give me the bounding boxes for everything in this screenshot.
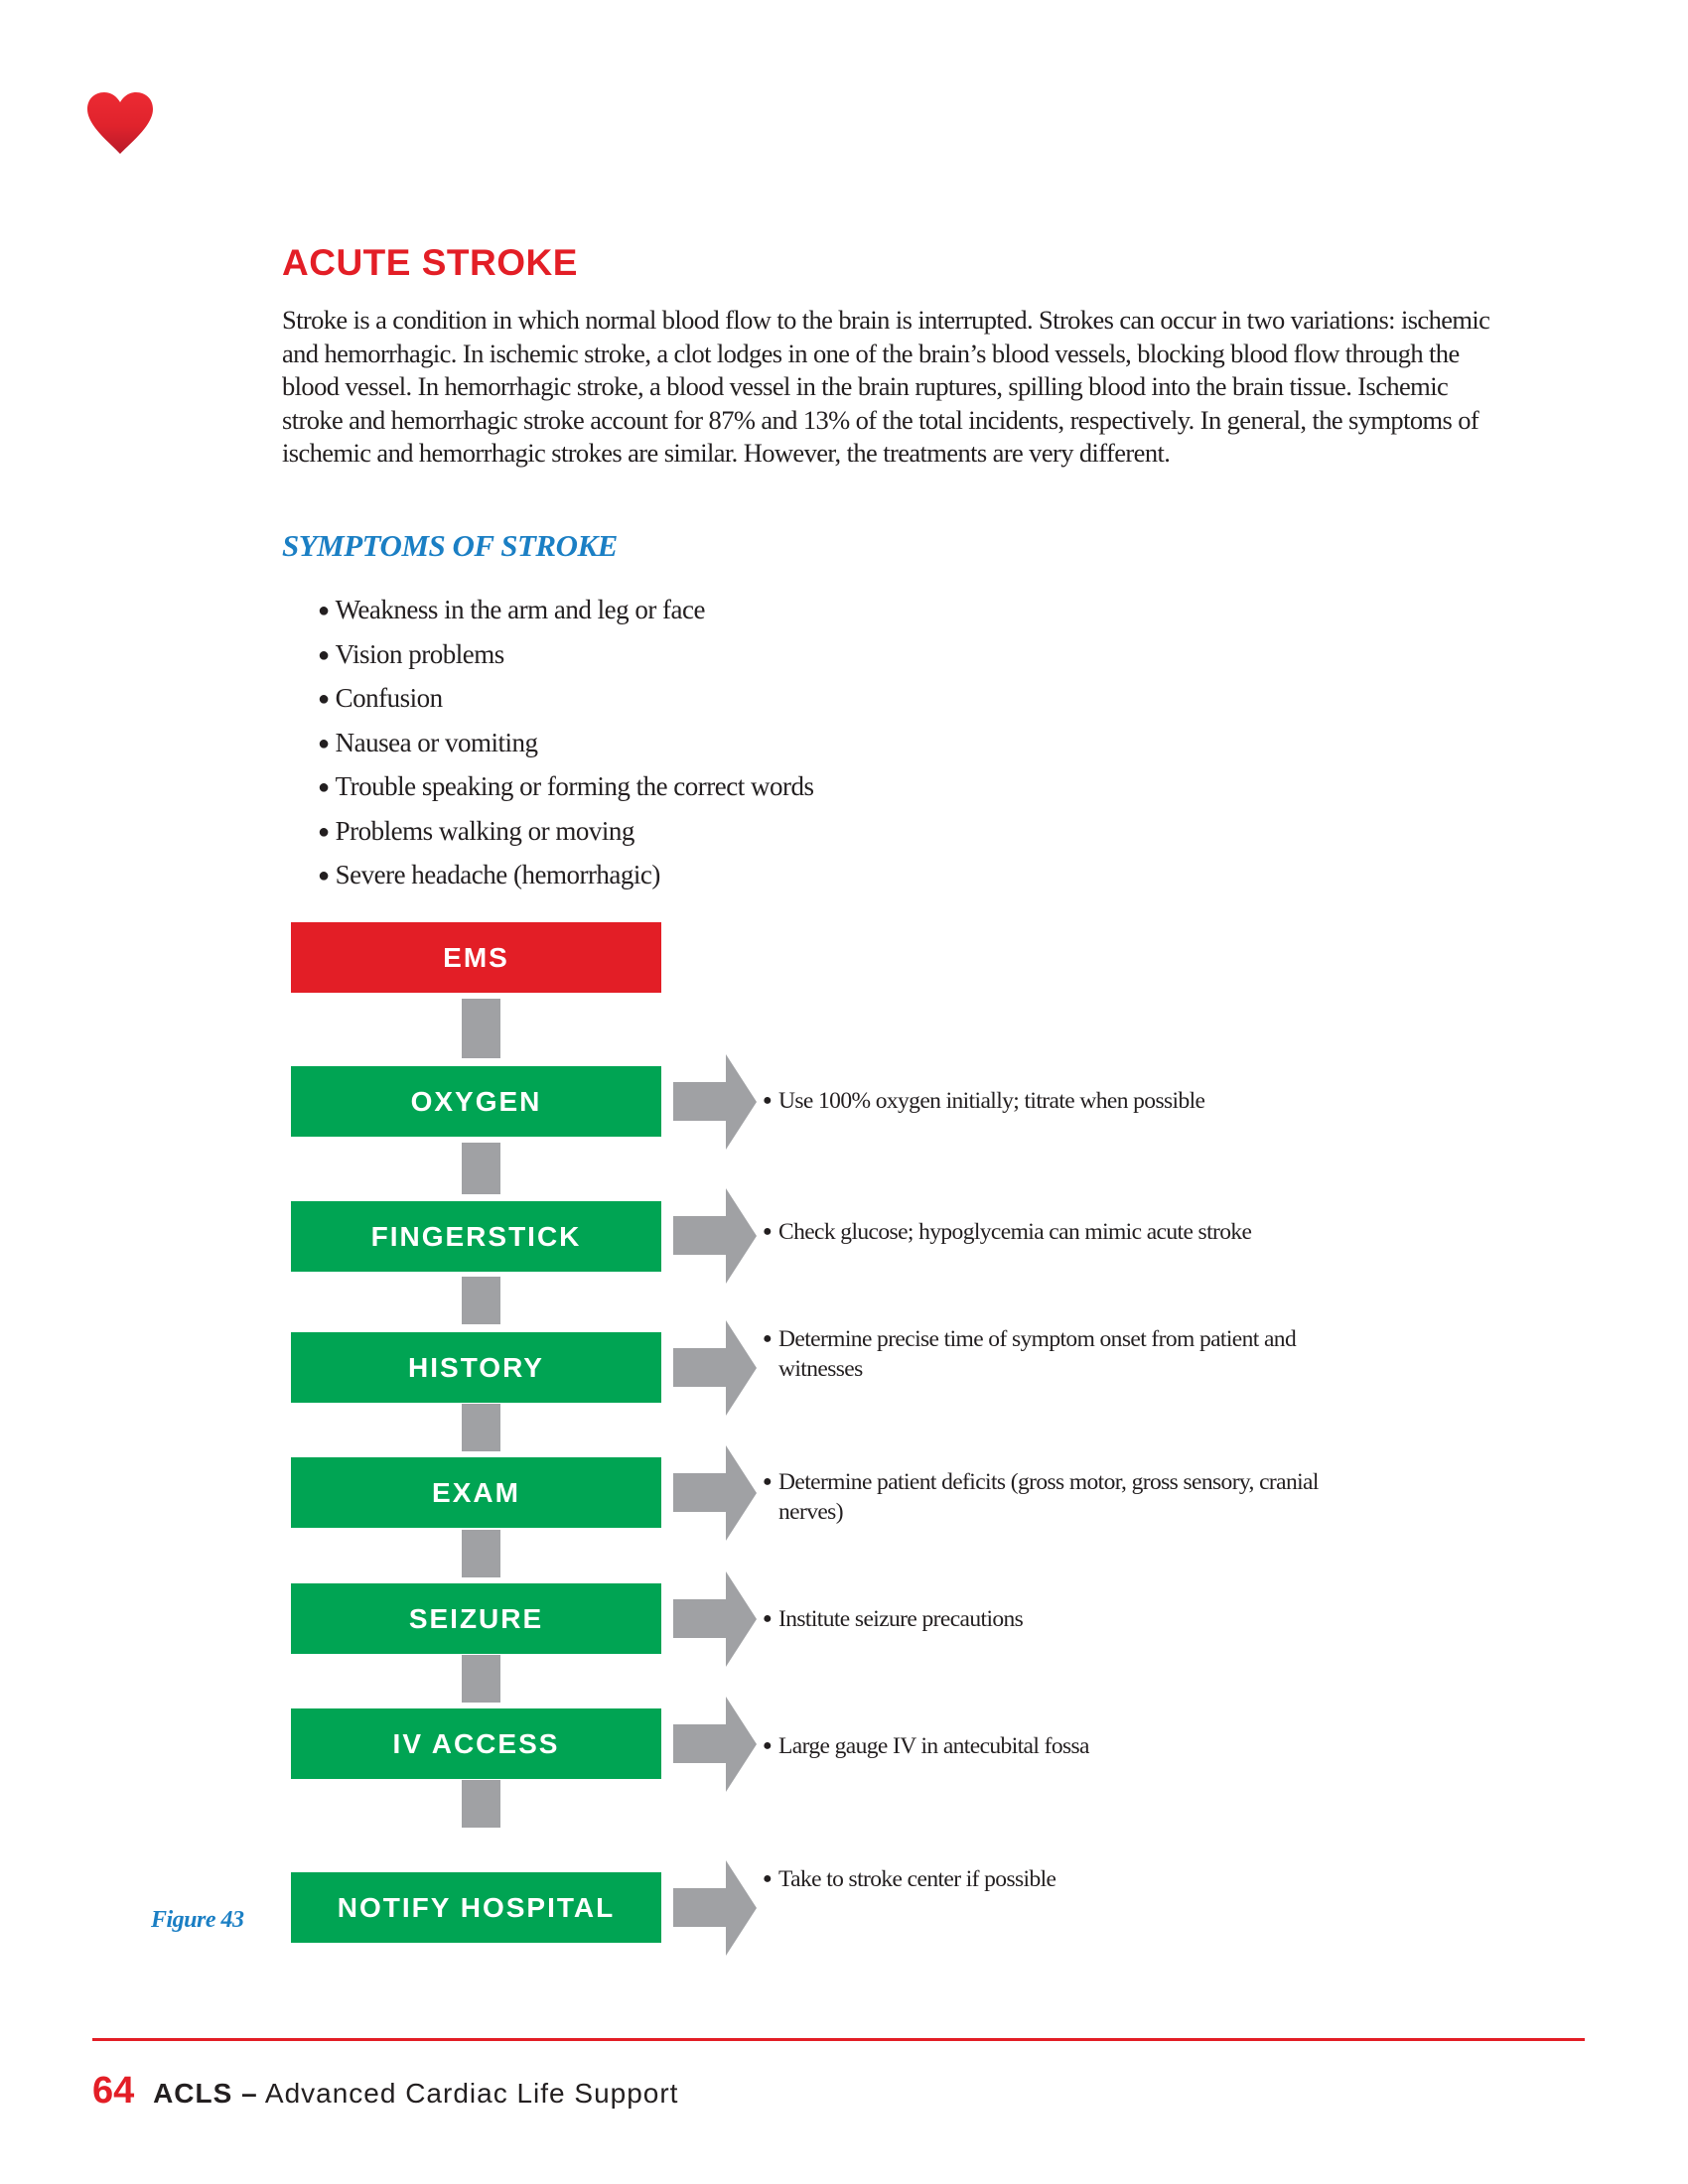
flow-note: ● Use 100% oxygen initially; titrate when possible bbox=[763, 1088, 1205, 1114]
right-arrow-icon bbox=[673, 1445, 757, 1541]
bullet-dot: ● bbox=[318, 820, 330, 843]
flow-step-oxygen: OXYGEN bbox=[291, 1066, 661, 1137]
flow-note: ● Determine precise time of symptom onset from patient and witnesses bbox=[763, 1326, 1297, 1382]
flow-connector bbox=[462, 1530, 500, 1577]
flow-step-history: HISTORY bbox=[291, 1332, 661, 1403]
flow-step-fingerstick: FINGERSTICK bbox=[291, 1201, 661, 1272]
bullet-dot: ● bbox=[763, 1223, 773, 1240]
list-item: ● Weakness in the arm and leg or face bbox=[318, 595, 705, 624]
bullet-dot: ● bbox=[318, 865, 330, 887]
flow-connector bbox=[462, 1655, 500, 1703]
right-arrow-icon bbox=[673, 1320, 757, 1416]
flow-step-ems: EMS bbox=[291, 922, 661, 993]
flow-connector bbox=[462, 1277, 500, 1324]
book-title: Advanced Cardiac Life Support bbox=[264, 2078, 679, 2109]
list-item: ● Nausea or vomiting bbox=[318, 727, 538, 757]
flow-step-notify-hospital: NOTIFY HOSPITAL bbox=[291, 1872, 661, 1943]
right-arrow-icon bbox=[673, 1860, 757, 1956]
bullet-dot: ● bbox=[318, 776, 330, 798]
flow-connector bbox=[462, 1143, 500, 1194]
list-item: ● Confusion bbox=[318, 683, 443, 713]
page-footer bbox=[92, 2070, 678, 2113]
flow-note: ● Institute seizure precautions bbox=[763, 1606, 1024, 1632]
flow-step-exam: EXAM bbox=[291, 1457, 661, 1528]
footer-divider bbox=[92, 2038, 1585, 2041]
figure-caption: Figure 43 bbox=[151, 1907, 244, 1933]
flow-step-seizure: SEIZURE bbox=[291, 1583, 661, 1654]
bullet-dot: ● bbox=[763, 1473, 773, 1490]
page-title: ACUTE STROKE bbox=[282, 242, 578, 283]
right-arrow-icon bbox=[673, 1697, 757, 1792]
flow-note: ● Take to stroke center if possible bbox=[763, 1866, 1056, 1892]
symptoms-list bbox=[318, 588, 814, 897]
bullet-dot: ● bbox=[763, 1870, 773, 1887]
bullet-dot: ● bbox=[763, 1737, 773, 1754]
bullet-dot: ● bbox=[318, 732, 330, 754]
bullet-dot: ● bbox=[318, 643, 330, 666]
bullet-dot: ● bbox=[318, 688, 330, 710]
intro-paragraph: Stroke is a condition in which normal blood flow to the brain is interrupted. Strokes can occur in two variations: ischemic and hemorrhagic. In ischemic stroke, a clot lodges in one of the brain’s blood vessels, blocking blood flow through the blood vessel. In hemorrhagic stroke, a blood vessel in the brain ruptures, spilling blood into the brain tissue. Ischemic stroke and hemorrhagic stroke account for 87% and 13% of the total incidents, respectively. In general, the symptoms of ischemic and hemorrhagic strokes are similar. However, the treatments are very different. bbox=[282, 305, 1490, 468]
right-arrow-icon bbox=[673, 1188, 757, 1284]
list-item: ● Severe headache (hemorrhagic) bbox=[318, 860, 660, 889]
footer-separator: – bbox=[241, 2078, 258, 2109]
flow-step-iv-access: IV ACCESS bbox=[291, 1708, 661, 1779]
right-arrow-icon bbox=[673, 1054, 757, 1150]
symptoms-heading: SYMPTOMS OF STROKE bbox=[282, 528, 618, 563]
bullet-dot: ● bbox=[763, 1092, 773, 1109]
flow-note: ● Large gauge IV in antecubital fossa bbox=[763, 1733, 1089, 1759]
flow-connector bbox=[462, 999, 500, 1058]
page-number: 64 bbox=[92, 2070, 135, 2112]
list-item: ● Problems walking or moving bbox=[318, 815, 634, 846]
bullet-dot: ● bbox=[318, 600, 330, 621]
flow-note: ● Determine patient deficits (gross motor, gross sensory, cranial nerves) bbox=[763, 1469, 1319, 1525]
bullet-dot: ● bbox=[763, 1330, 773, 1347]
flow-connector bbox=[462, 1404, 500, 1451]
bullet-dot: ● bbox=[763, 1610, 773, 1627]
flow-connector bbox=[462, 1780, 500, 1828]
list-item: ● Trouble speaking or forming the correct words bbox=[318, 771, 814, 801]
list-item: ● Vision problems bbox=[318, 638, 504, 669]
flow-note: ● Check glucose; hypoglycemia can mimic acute stroke bbox=[763, 1219, 1252, 1245]
heart-icon bbox=[85, 92, 155, 156]
book-short-title: ACLS bbox=[153, 2078, 233, 2109]
right-arrow-icon bbox=[673, 1571, 757, 1667]
